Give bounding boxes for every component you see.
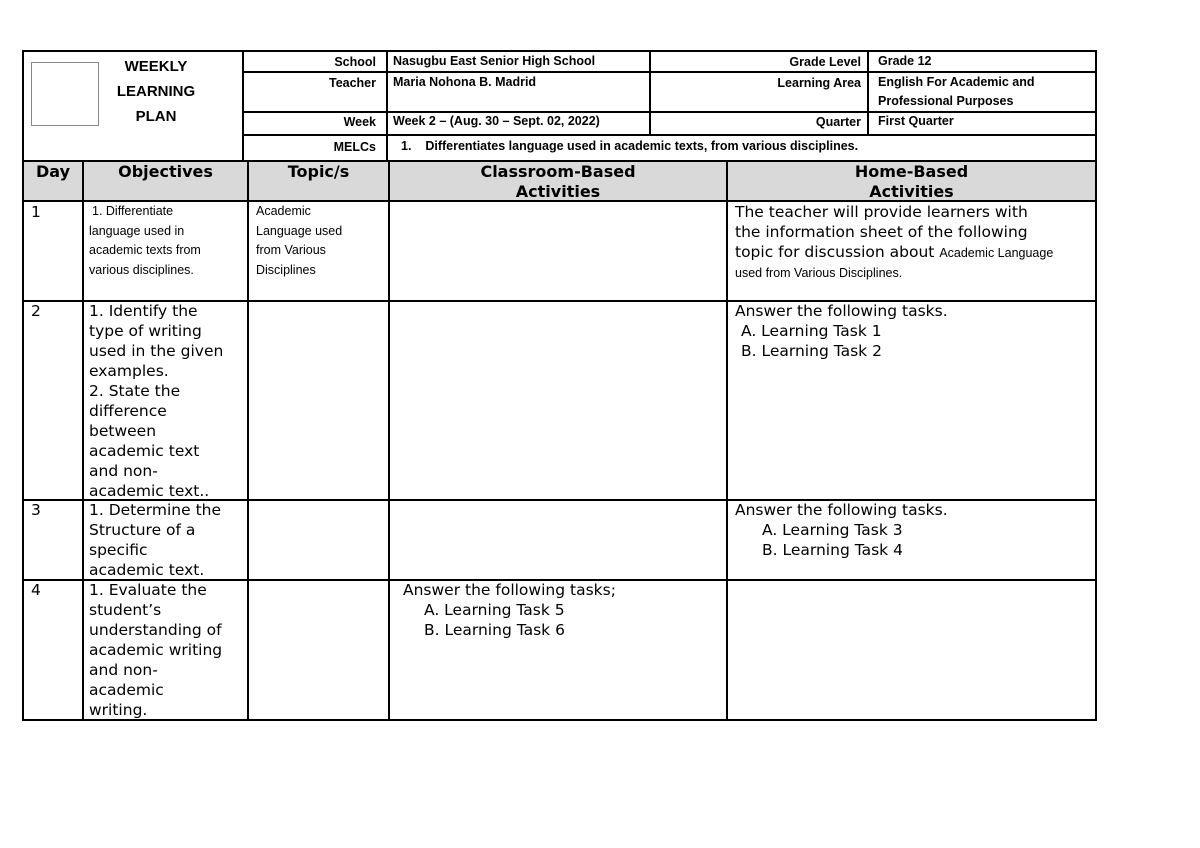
table-border bbox=[867, 50, 869, 136]
table-row-day: 3 bbox=[31, 501, 41, 519]
table-row-day: 2 bbox=[31, 302, 41, 320]
column-header-home: Home-Based Activities bbox=[854, 162, 969, 201]
row-objectives: 1. Differentiate language used in academic texts from various disciplines. bbox=[89, 204, 201, 277]
melcs-label: MELCs bbox=[333, 140, 376, 154]
column-header-classroom: Classroom-Based Activities bbox=[480, 162, 636, 201]
learning-area-value: English For Academic and Professional Purposes bbox=[878, 75, 1035, 108]
table-border bbox=[242, 50, 244, 162]
row-objectives: 1. Determine the Structure of a specific academic text. bbox=[89, 501, 222, 579]
quarter-value: First Quarter bbox=[878, 114, 954, 128]
week-value: Week 2 – (Aug. 30 – Sept. 02, 2022) bbox=[393, 114, 600, 128]
grade-level-value: Grade 12 bbox=[878, 54, 932, 68]
list-item: B. Learning Task 6 bbox=[424, 621, 565, 639]
quarter-label: Quarter bbox=[815, 115, 861, 129]
table-border bbox=[242, 134, 1097, 136]
table-border bbox=[247, 160, 249, 721]
teacher-label: Teacher bbox=[328, 76, 376, 90]
row-home-activities: Answer the following tasks. A. Learning Task 3 B. Learning Task 4 bbox=[735, 501, 948, 559]
table-row-day: 1 bbox=[31, 203, 41, 221]
list-item: A. Learning Task 1 bbox=[741, 322, 882, 340]
grade-level-label: Grade Level bbox=[789, 55, 861, 69]
row-classroom-activities: Answer the following tasks; A. Learning Task 5 B. Learning Task 6 bbox=[403, 581, 616, 639]
column-header-topics: Topic/s bbox=[287, 162, 350, 181]
list-item: B. Learning Task 2 bbox=[741, 342, 882, 360]
table-border bbox=[22, 50, 24, 721]
table-border bbox=[388, 160, 390, 721]
school-label: School bbox=[334, 55, 376, 69]
table-border bbox=[82, 160, 84, 721]
table-border bbox=[726, 160, 728, 721]
learning-area-label: Learning Area bbox=[777, 76, 861, 90]
table-border bbox=[386, 50, 388, 162]
table-border bbox=[649, 50, 651, 136]
row-objectives: 1. Evaluate the student’s understanding of academic writing and non- academic writing. bbox=[89, 581, 223, 719]
list-item: A. Learning Task 5 bbox=[424, 601, 565, 619]
row-topics: Academic Language used from Various Disciplines bbox=[256, 204, 343, 277]
table-border bbox=[1095, 50, 1097, 721]
logo-placeholder bbox=[31, 62, 99, 126]
melcs-value: 1. Differentiates language used in academic texts, from various disciplines. bbox=[401, 139, 859, 153]
row-home-activities: Answer the following tasks. A. Learning Task 1 B. Learning Task 2 bbox=[735, 302, 948, 360]
table-row-day: 4 bbox=[31, 581, 41, 599]
week-label: Week bbox=[343, 115, 376, 129]
list-item: B. Learning Task 4 bbox=[762, 541, 903, 559]
column-header-objectives: Objectives bbox=[118, 162, 213, 181]
row-home-activities: The teacher will provide learners with the information sheet of the following topic for discussion about Academic Language used from Various Disciplines. bbox=[735, 203, 1054, 280]
teacher-value: Maria Nohona B. Madrid bbox=[393, 75, 537, 89]
page-title: WEEKLY LEARNING PLAN bbox=[116, 58, 196, 125]
row-objectives: 1. Identify the type of writing used in the given examples. 2. State the difference between academic text and non- academic text.. bbox=[89, 302, 224, 500]
list-item: A. Learning Task 3 bbox=[762, 521, 903, 539]
school-value: Nasugbu East Senior High School bbox=[393, 54, 596, 68]
column-header-day: Day bbox=[35, 162, 70, 181]
